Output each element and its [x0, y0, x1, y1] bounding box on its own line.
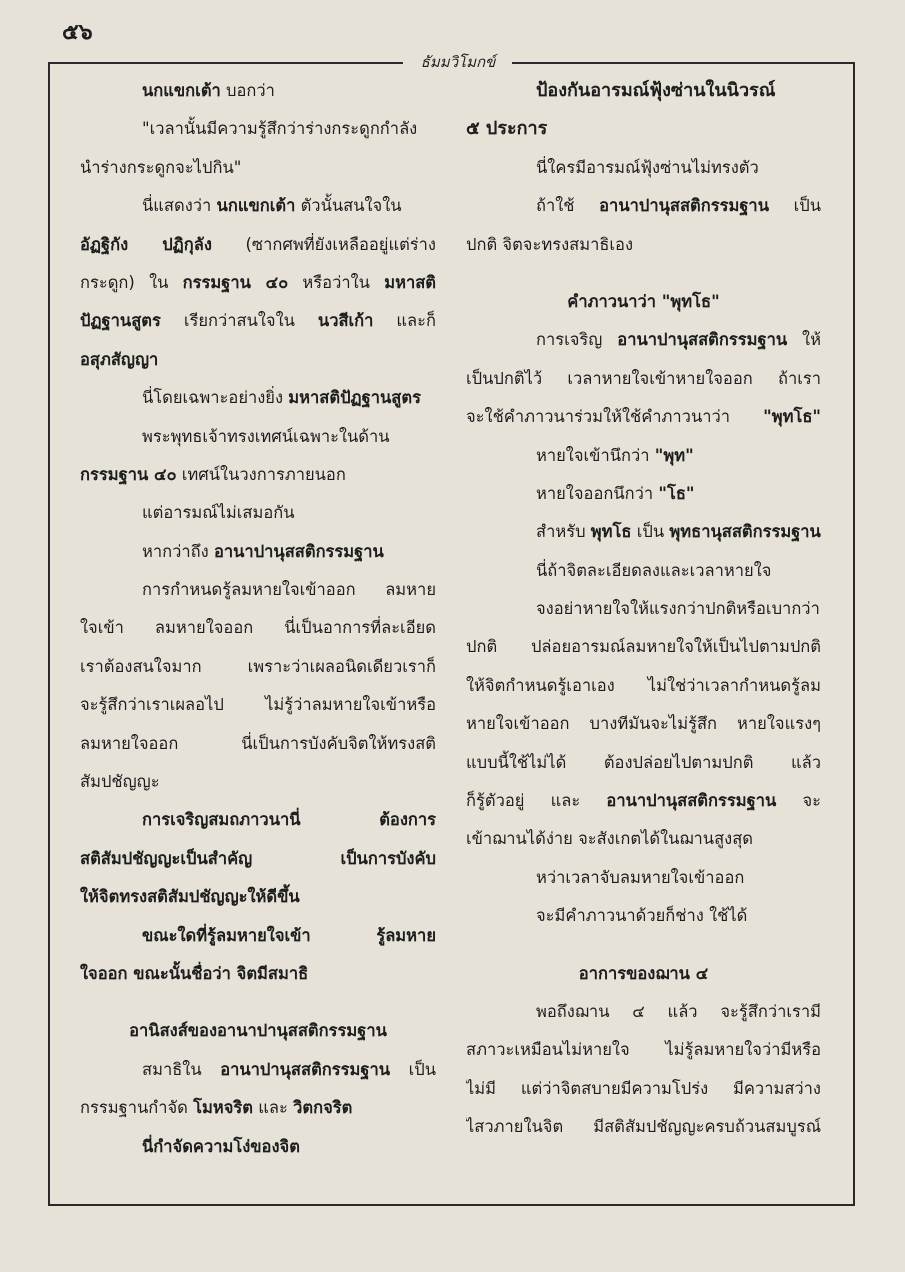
bold-term: อานาปานุสสติกรรมฐาน	[599, 196, 769, 216]
text-line	[80, 187, 436, 225]
text-line	[466, 590, 821, 628]
text-run: พระพุทธเจ้าทรงเทศน์เฉพาะในด้าน	[142, 426, 390, 446]
text-line	[80, 725, 436, 763]
bold-term: อานาปานุสสติกรรมฐาน	[220, 1059, 391, 1079]
section-heading	[466, 283, 821, 321]
text-line	[80, 1051, 436, 1089]
bold-term: นกแขกเต้า	[216, 196, 296, 216]
text-run: เป็นปกติไว้ เวลาหายใจเข้าหายใจออก ถ้าเรา	[466, 368, 821, 388]
bold-term: พุทธานุสสติกรรมฐาน	[669, 522, 821, 542]
text-line	[80, 110, 436, 148]
left-column	[80, 72, 436, 1166]
text-run: ปกติ ปล่อยอารมณ์ลมหายใจให้เป็นไปตามปกติ	[466, 637, 821, 657]
text-line	[80, 418, 436, 456]
text-run: จงอย่าหายใจให้แรงกว่าปกติหรือเบากว่า	[536, 599, 820, 619]
text-run: "เวลานั้นมีความรู้สึกว่าร่างกระดูกกำลัง	[142, 119, 418, 139]
text-line	[80, 878, 436, 916]
text-line	[80, 571, 436, 609]
text-line	[80, 456, 436, 494]
text-line	[466, 993, 821, 1031]
text-line	[80, 917, 436, 955]
bold-term: "พุท"	[654, 445, 694, 465]
text-run: แต่อารมณ์ไม่เสมอกัน	[142, 503, 295, 523]
bold-term: นวสีเก้า	[317, 311, 374, 331]
bold-term: คำภาวนาว่า "พุทโธ"	[567, 291, 720, 311]
text-line	[80, 1128, 436, 1166]
text-line	[80, 149, 436, 187]
text-line	[80, 72, 436, 110]
text-run: การกำหนดรู้ลมหายใจเข้าออก ลมหาย	[142, 580, 436, 600]
bold-term: นี่กำจัดความโง่ของจิต	[142, 1136, 300, 1156]
bold-term: ให้จิตทรงสติสัมปชัญญะให้ดีขึ้น	[80, 887, 300, 907]
text-line	[466, 1031, 821, 1069]
text-line	[466, 72, 821, 110]
text-run: หว่าเวลาจับลมหายใจเข้าออก	[536, 867, 745, 887]
text-line	[466, 149, 821, 187]
paragraph-gap	[466, 264, 821, 283]
bold-term: ๕ ประการ	[466, 118, 548, 140]
text-run: จะใช้คำภาวนาร่วมให้ใช้คำภาวนาว่า	[466, 407, 764, 427]
text-line	[466, 820, 821, 858]
text-run: เทศน์ในวงการภายนอก	[176, 464, 346, 484]
text-line	[80, 955, 436, 993]
text-run: เราต้องสนใจมาก เพราะว่าเผลอนิดเดียวเราก็	[80, 656, 436, 676]
text-run: สภาวะเหมือนไม่หายใจ ไม่รู้ลมหายใจว่ามีหรือ	[466, 1040, 821, 1060]
text-line	[80, 648, 436, 686]
bold-term: อสุภสัญญา	[80, 349, 159, 369]
bold-term: อานิสงส์ของอานาปานุสสติกรรมฐาน	[129, 1021, 387, 1041]
text-run: สมาธิใน	[142, 1059, 221, 1079]
text-run: นี่โดยเฉพาะอย่างยิ่ง	[142, 388, 289, 408]
bold-term: ขณะใดที่รู้ลมหายใจเข้า รู้ลมหาย	[142, 925, 436, 945]
text-run: พอถึงฌาน ๔ แล้ว จะรู้สึกว่าเรามี	[536, 1001, 821, 1021]
text-run: ให้	[787, 330, 821, 350]
section-heading	[466, 955, 821, 993]
text-run: บอกว่า	[220, 81, 275, 100]
text-run: ลมหายใจออก นี่เป็นการบังคับจิตให้ทรงสติ	[80, 733, 436, 753]
text-run: กรรมฐานกำจัด	[80, 1098, 194, 1118]
text-line	[466, 897, 821, 935]
text-line	[466, 552, 821, 590]
text-run: สำหรับ	[536, 522, 591, 542]
text-run: นี่ถ้าจิตละเอียดลงและเวลาหายใจ	[536, 560, 772, 580]
text-line	[80, 226, 436, 264]
bold-term: โมหจริต	[193, 1098, 253, 1118]
text-run: และก็	[373, 311, 436, 331]
bold-term: กรรมฐาน ๔๐	[80, 464, 177, 484]
text-run: หากว่าถึง	[142, 541, 214, 561]
bold-term: การเจริญสมถภาวนานี่ ต้องการ	[142, 810, 436, 830]
text-run: ปกติ จิตจะทรงสมาธิเอง	[466, 234, 634, 254]
bold-term: อัฏฐิกัง ปฏิกุลัง	[80, 234, 212, 254]
text-run: สัมปชัญญะ	[80, 772, 160, 792]
text-run: เรียกว่าสนใจใน	[160, 311, 318, 331]
text-line	[80, 533, 436, 571]
right-column	[466, 72, 821, 1147]
text-line	[80, 1089, 436, 1127]
text-line	[466, 782, 821, 820]
bold-term: "พุทโธ"	[763, 407, 821, 427]
text-run: เป็น	[390, 1059, 436, 1079]
text-run: จะรู้สึกว่าเราเผลอไป ไม่รู้ว่าลมหายใจเข้าหรือ	[80, 695, 436, 715]
text-run: ไม่มี แต่ว่าจิตสบายมีความโปร่ง มีความสว่าง	[466, 1078, 821, 1098]
text-line	[466, 513, 821, 551]
bold-term: อาการของฌาน ๔	[578, 963, 709, 983]
text-line	[80, 264, 436, 302]
text-run: ใจเข้า ลมหายใจออก นี่เป็นอาการที่ละเอียด	[80, 618, 436, 638]
text-run: ก็รู้ตัวอยู่ และ	[466, 791, 607, 811]
text-line	[466, 437, 821, 475]
text-line	[466, 859, 821, 897]
text-run: แบบนี้ใช้ไม่ได้ ต้องปล่อยไปตามปกติ แล้ว	[466, 752, 821, 772]
text-line	[80, 609, 436, 647]
bold-term: มหาสติ	[384, 272, 436, 292]
text-run: เป็น	[768, 196, 821, 216]
text-run: นี่ใครมีอารมณ์ฟุ้งซ่านไม่ทรงตัว	[536, 157, 759, 177]
text-run: เป็น	[631, 522, 670, 542]
text-run: ตัวนั้นสนใจใน	[295, 196, 402, 216]
text-run: หายใจเข้านึกว่า	[536, 445, 655, 465]
bold-term: ป้องกันอารมณ์ฟุ้งซ่านในนิวรณ์	[536, 80, 776, 101]
text-run: ไสวภายในจิต มีสติสัมปชัญญะครบถ้วนสมบูรณ์	[466, 1117, 821, 1137]
bold-term: วิตกจริต	[293, 1098, 353, 1118]
text-run: จะมีคำภาวนาด้วยก็ช่าง ใช้ได้	[536, 906, 748, 926]
text-line	[466, 1108, 821, 1146]
text-run: ถ้าใช้	[536, 196, 600, 216]
text-run: หายใจเข้าออก บางทีมันจะไม่รู้สึก หายใจแรงๆ	[466, 714, 821, 734]
text-line	[466, 705, 821, 743]
bold-term: มหาสติปัฏฐานสูตร	[288, 388, 421, 408]
text-run: ให้จิตกำหนดรู้เอาเอง ไม่ใช่ว่าเวลากำหนดรู้ลม	[466, 675, 821, 695]
bold-term: อานาปานุสสติกรรมฐาน	[213, 541, 384, 561]
text-line	[80, 302, 436, 340]
bold-term: อานาปานุสสติกรรมฐาน	[617, 330, 788, 350]
text-line	[466, 321, 821, 359]
page-number: ๕๖	[62, 20, 93, 45]
text-line	[466, 628, 821, 666]
text-run: หายใจออกนึกว่า	[536, 483, 659, 503]
text-line	[80, 763, 436, 801]
text-run: นำร่างกระดูกจะไปกิน"	[80, 157, 242, 177]
bold-term: สติสัมปชัญญะเป็นสำคัญ เป็นการบังคับ	[80, 848, 436, 868]
text-run: การเจริญ	[536, 330, 618, 350]
text-line	[466, 226, 821, 264]
section-heading	[80, 1012, 436, 1050]
bold-term: นกแขกเต้า	[142, 81, 221, 100]
bold-term: กรรมฐาน ๔๐	[182, 272, 289, 292]
text-line	[466, 398, 821, 436]
bold-term: อานาปานุสสติกรรมฐาน	[606, 791, 777, 811]
text-line	[80, 494, 436, 532]
text-run: เข้าฌานได้ง่าย จะสังเกตได้ในฌานสูงสุด	[466, 829, 753, 849]
running-header: ธัมมวิโมกข์	[420, 53, 496, 71]
text-run: (ซากศพที่ยังเหลืออยู่แต่ร่าง	[211, 234, 436, 254]
bold-term: "โธ"	[658, 483, 695, 503]
text-line	[466, 667, 821, 705]
bold-term: พุทโธ	[590, 522, 632, 542]
text-line	[466, 187, 821, 225]
text-line	[466, 110, 821, 148]
text-line	[466, 744, 821, 782]
text-line	[466, 475, 821, 513]
text-line	[466, 360, 821, 398]
text-line	[80, 686, 436, 724]
bold-term: ใจออก ขณะนั้นชื่อว่า จิตมีสมาธิ	[80, 963, 309, 983]
text-line	[80, 341, 436, 379]
bold-term: ปัฏฐานสูตร	[80, 311, 161, 331]
text-line	[466, 1070, 821, 1108]
text-run: และ	[253, 1098, 294, 1118]
text-line	[80, 801, 436, 839]
text-line	[80, 840, 436, 878]
text-run: กระดูก) ใน	[80, 272, 183, 292]
text-run: นี่แสดงว่า	[142, 196, 217, 216]
text-run: จะ	[776, 791, 821, 811]
text-run: หรือว่าใน	[288, 272, 385, 292]
paragraph-gap	[466, 936, 821, 955]
paragraph-gap	[80, 993, 436, 1012]
text-line	[80, 379, 436, 417]
